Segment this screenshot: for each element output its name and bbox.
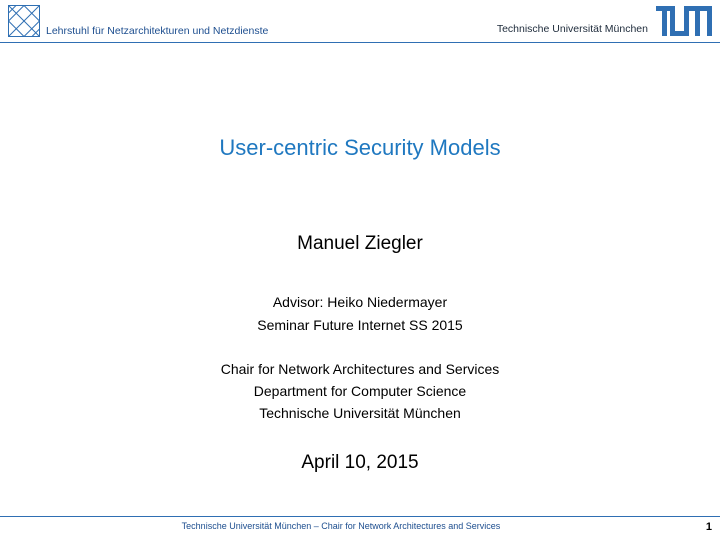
chair-line: Chair for Network Architectures and Services xyxy=(220,361,500,377)
advisor-line: Advisor: Heiko Niedermayer xyxy=(272,294,448,310)
author-name: Manuel Ziegler xyxy=(297,233,423,254)
presentation-date: April 10, 2015 xyxy=(301,452,419,473)
university-name-header: Technische Universität München xyxy=(496,23,648,35)
footer-text: Technische Universität München – Chair for Network Architectures and Services xyxy=(181,521,501,531)
header-divider xyxy=(0,42,720,43)
seminar-line: Seminar Future Internet SS 2015 xyxy=(257,317,463,333)
tum-logo-icon xyxy=(656,6,712,36)
department-line: Department for Computer Science xyxy=(253,383,467,399)
slide-header xyxy=(0,0,720,44)
university-line: Technische Universität München xyxy=(259,405,461,421)
chair-network-logo-icon xyxy=(8,5,40,37)
footer-divider xyxy=(0,516,720,517)
chair-name: Lehrstuhl für Netzarchitekturen und Netzdienste xyxy=(46,25,269,37)
slide-title: User-centric Security Models xyxy=(219,135,501,160)
page-number: 1 xyxy=(705,521,712,533)
